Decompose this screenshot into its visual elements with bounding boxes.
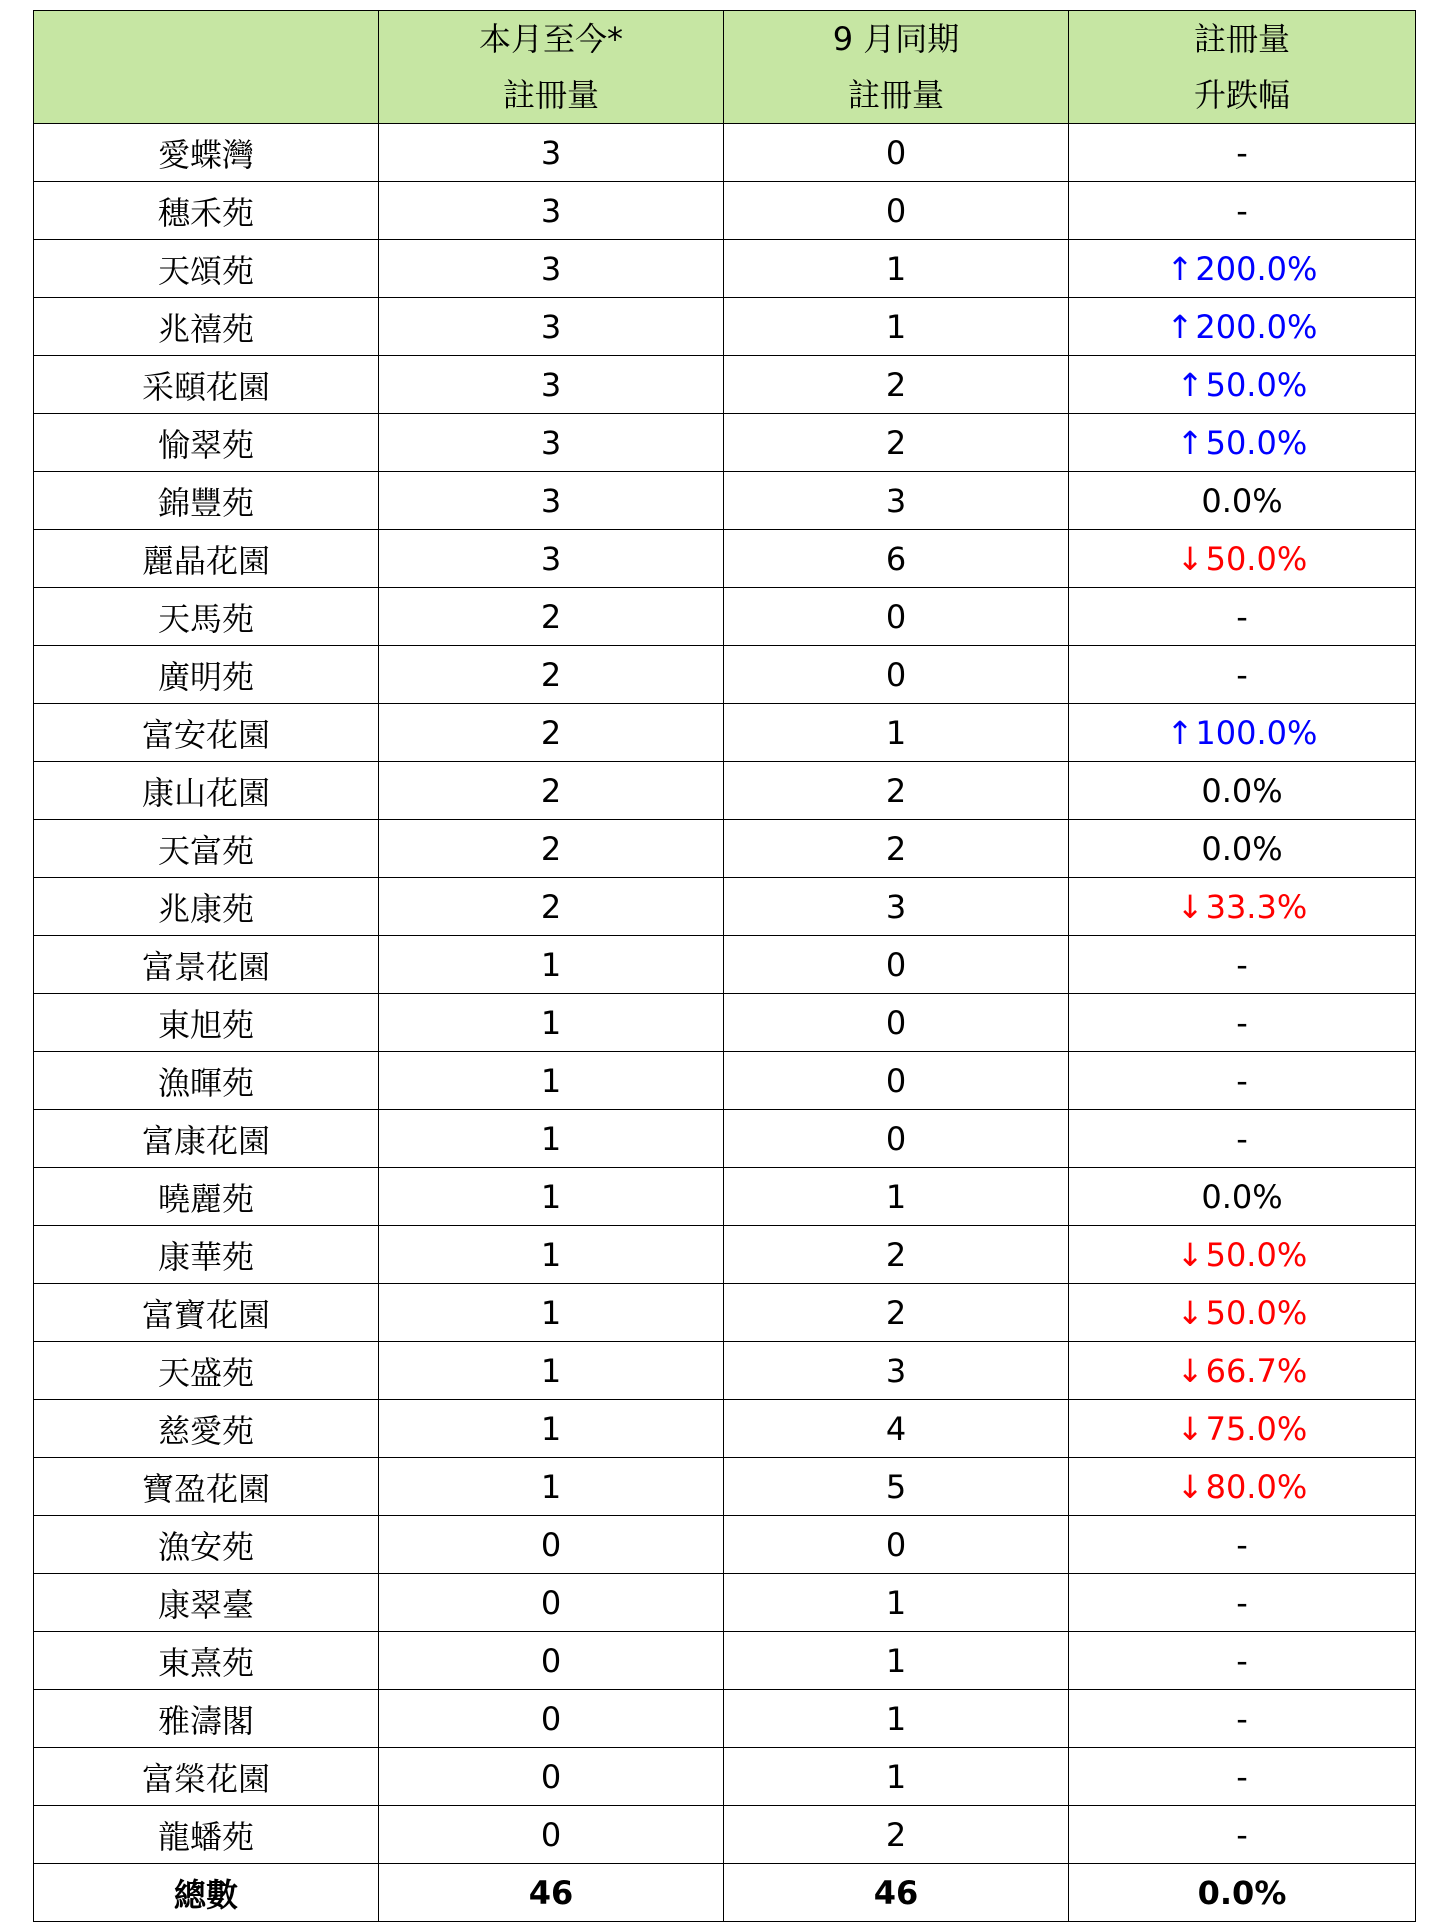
table-row <box>34 588 1416 646</box>
arrow-up-icon: ↑ <box>1166 249 1194 288</box>
mtd-registrations-cell: 2 <box>379 588 724 646</box>
estate-name-cell: 天盛苑 <box>34 1342 379 1400</box>
sep-registrations-cell: 0 <box>724 182 1069 240</box>
estate-name-cell: 兆禧苑 <box>34 298 379 356</box>
sep-registrations-cell: 5 <box>724 1458 1069 1516</box>
table-row <box>34 472 1416 530</box>
table-row <box>34 1052 1416 1110</box>
table-row <box>34 994 1416 1052</box>
header-mtd-line2: 註冊量 <box>502 76 599 114</box>
sep-registrations-cell: 0 <box>724 124 1069 182</box>
table-row <box>34 1284 1416 1342</box>
sep-registrations-cell: 0 <box>724 936 1069 994</box>
estate-name-cell: 富榮花園 <box>34 1748 379 1806</box>
registration-table <box>33 10 1416 1922</box>
change-cell <box>1069 530 1416 588</box>
mtd-registrations-cell: 1 <box>379 1168 724 1226</box>
sep-registrations-cell: 2 <box>724 1226 1069 1284</box>
table-row <box>34 182 1416 240</box>
sep-registrations-cell: 3 <box>724 472 1069 530</box>
table-row <box>34 124 1416 182</box>
estate-name-cell: 麗晶花園 <box>34 530 379 588</box>
estate-name-cell: 錦豐苑 <box>34 472 379 530</box>
mtd-registrations-cell: 3 <box>379 414 724 472</box>
estate-name-cell: 富寶花園 <box>34 1284 379 1342</box>
header-sep-registrations <box>724 11 1069 124</box>
mtd-registrations-cell: 2 <box>379 646 724 704</box>
mtd-registrations-cell: 1 <box>379 1110 724 1168</box>
mtd-registrations-cell: 2 <box>379 704 724 762</box>
table-row <box>34 1574 1416 1632</box>
estate-name-cell: 東旭苑 <box>34 994 379 1052</box>
total-sep: 46 <box>724 1864 1069 1922</box>
sep-registrations-cell: 0 <box>724 994 1069 1052</box>
arrow-up-icon: ↑ <box>1176 423 1204 462</box>
sep-registrations-cell: 2 <box>724 1284 1069 1342</box>
sep-registrations-cell: 1 <box>724 704 1069 762</box>
change-cell: - <box>1069 1110 1416 1168</box>
change-cell: - <box>1069 1516 1416 1574</box>
change-value: 50.0% <box>1205 1235 1308 1274</box>
estate-name-cell: 曉麗苑 <box>34 1168 379 1226</box>
change-cell: - <box>1069 588 1416 646</box>
sep-registrations-cell: 2 <box>724 356 1069 414</box>
mtd-registrations-cell: 3 <box>379 530 724 588</box>
estate-name-cell: 天馬苑 <box>34 588 379 646</box>
estate-name-cell: 慈愛苑 <box>34 1400 379 1458</box>
header-chg-line2: 升跌幅 <box>1193 76 1290 114</box>
header-mtd-line1: 本月至今* <box>478 20 623 58</box>
change-value: 80.0% <box>1205 1467 1308 1506</box>
sep-registrations-cell: 1 <box>724 1690 1069 1748</box>
mtd-registrations-cell: 0 <box>379 1748 724 1806</box>
sep-registrations-cell: 4 <box>724 1400 1069 1458</box>
table-header <box>34 11 1416 124</box>
sep-registrations-cell: 1 <box>724 1168 1069 1226</box>
estate-name-cell: 愉翠苑 <box>34 414 379 472</box>
change-cell <box>1069 414 1416 472</box>
arrow-down-icon: ↓ <box>1176 1293 1204 1332</box>
change-cell: 0.0% <box>1069 762 1416 820</box>
mtd-registrations-cell: 2 <box>379 878 724 936</box>
mtd-registrations-cell: 0 <box>379 1516 724 1574</box>
total-label: 總數 <box>34 1864 379 1922</box>
mtd-registrations-cell: 0 <box>379 1806 724 1864</box>
change-cell: - <box>1069 1052 1416 1110</box>
change-cell: 0.0% <box>1069 820 1416 878</box>
mtd-registrations-cell: 1 <box>379 1342 724 1400</box>
table-row <box>34 1168 1416 1226</box>
sep-registrations-cell: 0 <box>724 1516 1069 1574</box>
table-row <box>34 356 1416 414</box>
table-row <box>34 1342 1416 1400</box>
arrow-down-icon: ↓ <box>1176 539 1204 578</box>
sep-registrations-cell: 3 <box>724 1342 1069 1400</box>
mtd-registrations-cell: 3 <box>379 124 724 182</box>
estate-name-cell: 東熹苑 <box>34 1632 379 1690</box>
table-row <box>34 704 1416 762</box>
change-cell <box>1069 1284 1416 1342</box>
change-cell: 0.0% <box>1069 472 1416 530</box>
change-value: 33.3% <box>1205 887 1308 926</box>
estate-name-cell: 寶盈花園 <box>34 1458 379 1516</box>
mtd-registrations-cell: 2 <box>379 820 724 878</box>
change-cell <box>1069 704 1416 762</box>
mtd-registrations-cell: 1 <box>379 994 724 1052</box>
change-value: 200.0% <box>1195 249 1318 288</box>
estate-name-cell: 穗禾苑 <box>34 182 379 240</box>
table-row <box>34 762 1416 820</box>
table-row <box>34 646 1416 704</box>
sep-registrations-cell: 3 <box>724 878 1069 936</box>
change-cell: - <box>1069 1632 1416 1690</box>
mtd-registrations-cell: 3 <box>379 298 724 356</box>
change-value: 100.0% <box>1195 713 1318 752</box>
estate-name-cell: 愛蝶灣 <box>34 124 379 182</box>
estate-name-cell: 兆康苑 <box>34 878 379 936</box>
change-cell: - <box>1069 1748 1416 1806</box>
table-row <box>34 1226 1416 1284</box>
change-value: 50.0% <box>1205 423 1308 462</box>
sep-registrations-cell: 1 <box>724 1748 1069 1806</box>
estate-name-cell: 采頤花園 <box>34 356 379 414</box>
change-cell <box>1069 1342 1416 1400</box>
table-row <box>34 298 1416 356</box>
header-chg-line1: 註冊量 <box>1193 20 1290 58</box>
table-row <box>34 1690 1416 1748</box>
estate-name-cell: 天頌苑 <box>34 240 379 298</box>
change-cell: 0.0% <box>1069 1168 1416 1226</box>
estate-name-cell: 龍蟠苑 <box>34 1806 379 1864</box>
table-row <box>34 414 1416 472</box>
estate-name-cell: 廣明苑 <box>34 646 379 704</box>
mtd-registrations-cell: 3 <box>379 356 724 414</box>
total-mtd: 46 <box>379 1864 724 1922</box>
arrow-down-icon: ↓ <box>1176 1409 1204 1448</box>
arrow-up-icon: ↑ <box>1166 307 1194 346</box>
table-row <box>34 1806 1416 1864</box>
change-value: 50.0% <box>1205 365 1308 404</box>
estate-name-cell: 富康花園 <box>34 1110 379 1168</box>
estate-name-cell: 漁安苑 <box>34 1516 379 1574</box>
change-cell <box>1069 878 1416 936</box>
table-row <box>34 1458 1416 1516</box>
estate-name-cell: 康華苑 <box>34 1226 379 1284</box>
change-cell: - <box>1069 646 1416 704</box>
change-cell: - <box>1069 994 1416 1052</box>
arrow-up-icon: ↑ <box>1166 713 1194 752</box>
table-row <box>34 1400 1416 1458</box>
mtd-registrations-cell: 0 <box>379 1574 724 1632</box>
sep-registrations-cell: 0 <box>724 1110 1069 1168</box>
sep-registrations-cell: 2 <box>724 762 1069 820</box>
table-row <box>34 1748 1416 1806</box>
mtd-registrations-cell: 1 <box>379 1052 724 1110</box>
header-sep-line1: 9 月同期 <box>832 20 960 58</box>
change-cell <box>1069 1400 1416 1458</box>
sep-registrations-cell: 2 <box>724 820 1069 878</box>
sep-registrations-cell: 1 <box>724 298 1069 356</box>
mtd-registrations-cell: 2 <box>379 762 724 820</box>
change-value: 200.0% <box>1195 307 1318 346</box>
mtd-registrations-cell: 3 <box>379 472 724 530</box>
estate-name-cell: 康山花園 <box>34 762 379 820</box>
header-sep-line2: 註冊量 <box>847 76 944 114</box>
arrow-up-icon: ↑ <box>1176 365 1204 404</box>
change-cell <box>1069 1226 1416 1284</box>
header-estate <box>34 11 379 124</box>
sep-registrations-cell: 1 <box>724 1574 1069 1632</box>
mtd-registrations-cell: 1 <box>379 936 724 994</box>
mtd-registrations-cell: 3 <box>379 240 724 298</box>
mtd-registrations-cell: 0 <box>379 1690 724 1748</box>
change-cell: - <box>1069 1806 1416 1864</box>
change-value: 66.7% <box>1205 1351 1308 1390</box>
sep-registrations-cell: 6 <box>724 530 1069 588</box>
table-row <box>34 1110 1416 1168</box>
change-value: 50.0% <box>1205 539 1308 578</box>
mtd-registrations-cell: 1 <box>379 1458 724 1516</box>
table-footer <box>34 1864 1416 1922</box>
estate-name-cell: 康翠臺 <box>34 1574 379 1632</box>
arrow-down-icon: ↓ <box>1176 1351 1204 1390</box>
estate-name-cell: 富景花園 <box>34 936 379 994</box>
table-body <box>34 124 1416 1864</box>
total-change: 0.0% <box>1069 1864 1416 1922</box>
sep-registrations-cell: 0 <box>724 588 1069 646</box>
change-cell <box>1069 298 1416 356</box>
change-value: 50.0% <box>1205 1293 1308 1332</box>
change-cell <box>1069 240 1416 298</box>
sep-registrations-cell: 1 <box>724 1632 1069 1690</box>
table-row <box>34 1516 1416 1574</box>
change-cell: - <box>1069 936 1416 994</box>
arrow-down-icon: ↓ <box>1176 1467 1204 1506</box>
table-row <box>34 1632 1416 1690</box>
arrow-down-icon: ↓ <box>1176 887 1204 926</box>
change-cell <box>1069 356 1416 414</box>
estate-name-cell: 富安花園 <box>34 704 379 762</box>
header-mtd-registrations <box>379 11 724 124</box>
header-row <box>34 11 1416 124</box>
change-cell: - <box>1069 1690 1416 1748</box>
estate-name-cell: 天富苑 <box>34 820 379 878</box>
sep-registrations-cell: 2 <box>724 1806 1069 1864</box>
sep-registrations-cell: 1 <box>724 240 1069 298</box>
estate-name-cell: 雅濤閣 <box>34 1690 379 1748</box>
arrow-down-icon: ↓ <box>1176 1235 1204 1274</box>
estate-name-cell: 漁暉苑 <box>34 1052 379 1110</box>
mtd-registrations-cell: 1 <box>379 1284 724 1342</box>
sep-registrations-cell: 2 <box>724 414 1069 472</box>
change-cell: - <box>1069 182 1416 240</box>
mtd-registrations-cell: 3 <box>379 182 724 240</box>
change-cell: - <box>1069 1574 1416 1632</box>
table-row <box>34 820 1416 878</box>
sep-registrations-cell: 0 <box>724 1052 1069 1110</box>
mtd-registrations-cell: 1 <box>379 1226 724 1284</box>
change-cell: - <box>1069 124 1416 182</box>
mtd-registrations-cell: 0 <box>379 1632 724 1690</box>
table-row <box>34 936 1416 994</box>
change-cell <box>1069 1458 1416 1516</box>
total-row <box>34 1864 1416 1922</box>
header-change <box>1069 11 1416 124</box>
table-row <box>34 878 1416 936</box>
sep-registrations-cell: 0 <box>724 646 1069 704</box>
table-row <box>34 530 1416 588</box>
table-row <box>34 240 1416 298</box>
change-value: 75.0% <box>1205 1409 1308 1448</box>
registration-table-container <box>33 10 1416 1922</box>
mtd-registrations-cell: 1 <box>379 1400 724 1458</box>
